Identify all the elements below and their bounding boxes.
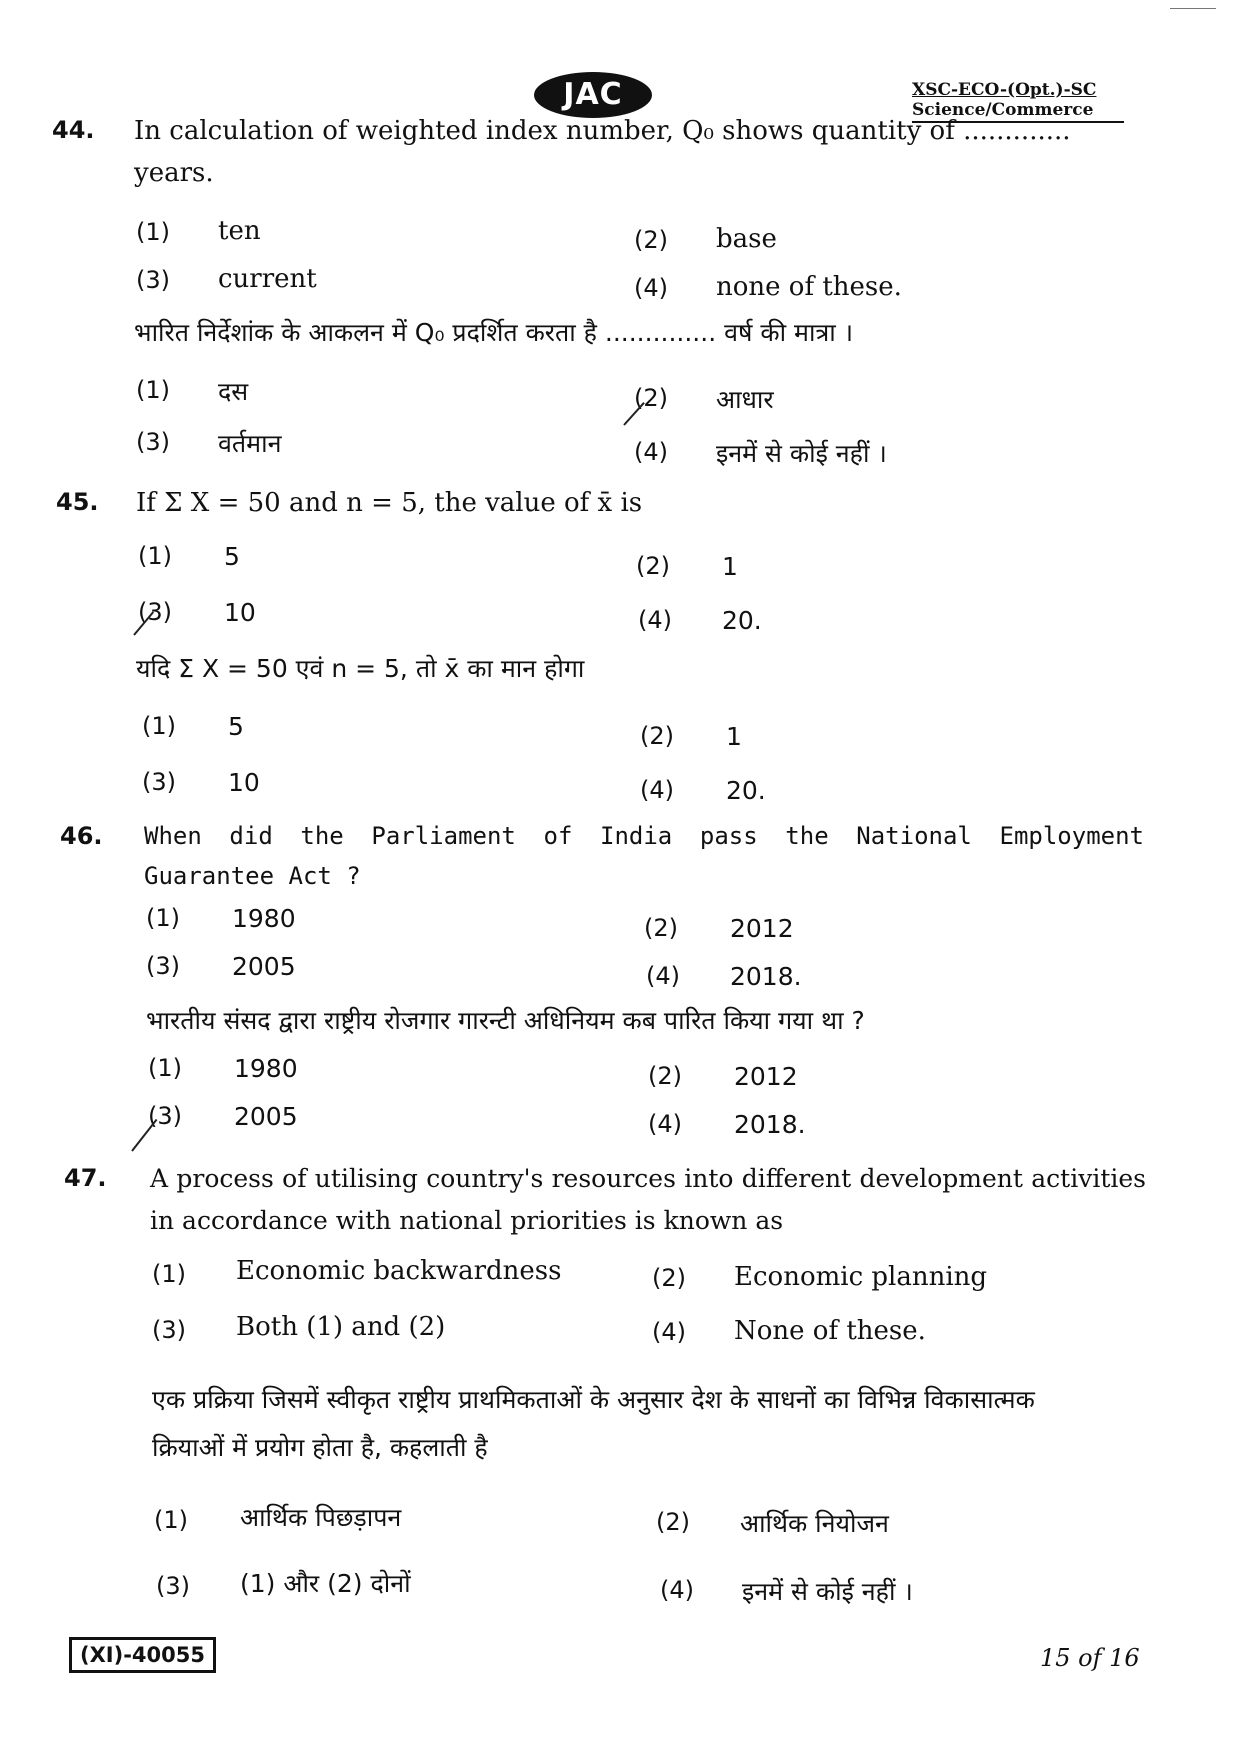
option-text: None of these.: [734, 1316, 926, 1346]
option-label: (1): [152, 1260, 186, 1288]
option-label: (3): [148, 1102, 182, 1130]
question-number: 47.: [64, 1164, 107, 1192]
option-text: दस: [218, 377, 249, 406]
option-label: (2): [640, 722, 674, 750]
option-label: (1): [136, 376, 170, 404]
option-label: (4): [652, 1318, 686, 1346]
option-text: 2012: [734, 1062, 798, 1091]
option-text: 10: [224, 598, 256, 627]
option-label: (4): [634, 438, 668, 466]
question-number: 45.: [56, 488, 99, 516]
paper-code: XSC-ECO-(Opt.)-SC: [912, 80, 1097, 100]
question-text-en: If Σ X = 50 and n = 5, the value of x̄ is: [136, 488, 643, 518]
option-text: 2018.: [734, 1110, 806, 1139]
option-label: (2): [644, 914, 678, 942]
option-label: (1): [138, 542, 172, 570]
question-text-en: A process of utilising country's resources into different development activities in accordance with national priorities is known as: [150, 1164, 1146, 1235]
option-label: (3): [152, 1316, 186, 1344]
question-text-hi: यदि Σ X = 50 एवं n = 5, तो x̄ का मान होगा: [136, 654, 585, 683]
question-text-hi: एक प्रक्रिया जिसमें स्वीकृत राष्ट्रीय प्राथमिकताओं के अनुसार देश के साधनों का विभिन्न विकासात्मक क्रियाओं में प्रयोग होता है, कहलाती है: [152, 1385, 1035, 1462]
option-text: base: [716, 224, 777, 254]
option-text: 2005: [232, 952, 296, 981]
option-label: (4): [660, 1576, 694, 1604]
option-label: (2): [656, 1508, 690, 1536]
option-text: 2005: [234, 1102, 298, 1131]
option-text: इनमें से कोई नहीं ।: [742, 1577, 913, 1606]
pen-tick-mark: [131, 1119, 157, 1152]
option-text: Economic planning: [734, 1262, 988, 1292]
option-label: (3): [156, 1572, 190, 1600]
option-text: 10: [228, 768, 260, 797]
option-text: 1980: [232, 904, 296, 933]
option-text: (1) और (2) दोनों: [240, 1569, 411, 1598]
option-label: (3): [142, 768, 176, 796]
option-label: (3): [136, 428, 170, 456]
stream-label: Science/Commerce: [912, 100, 1094, 120]
option-label: (2): [634, 384, 668, 412]
option-text: 20.: [722, 606, 762, 635]
option-text: आर्थिक पिछड़ापन: [240, 1503, 402, 1532]
option-text: 1980: [234, 1054, 298, 1083]
option-text: 2012: [730, 914, 794, 943]
option-text: none of these.: [716, 272, 902, 302]
option-label: (1): [154, 1506, 188, 1534]
question-text-en: In calculation of weighted index number, Q₀ shows quantity of ............. years.: [134, 116, 1071, 188]
option-label: (2): [648, 1062, 682, 1090]
question-text-en: When did the Parliament of India pass the National Employment Guarantee Act ?: [144, 822, 1144, 890]
option-label: (4): [640, 776, 674, 804]
option-text: 2018.: [730, 962, 802, 991]
option-label: (3): [138, 598, 172, 626]
option-label: (2): [636, 552, 670, 580]
option-text: Economic backwardness: [236, 1256, 562, 1286]
option-text: 20.: [726, 776, 766, 805]
option-text: 5: [224, 542, 240, 571]
option-text: आर्थिक नियोजन: [740, 1509, 889, 1538]
option-text: current: [218, 264, 317, 294]
booklet-code: (XI)-40055: [69, 1637, 216, 1673]
question-text-hi: भारित निर्देशांक के आकलन में Q₀ प्रदर्शित करता है .............. वर्ष की मात्रा ।: [134, 318, 854, 347]
option-label: (1): [146, 904, 180, 932]
option-text: इनमें से कोई नहीं ।: [716, 439, 887, 468]
option-label: (4): [634, 274, 668, 302]
option-label: (4): [646, 962, 680, 990]
option-label: (1): [136, 218, 170, 246]
option-label: (2): [634, 226, 668, 254]
option-text: 1: [726, 722, 742, 751]
option-label: (4): [648, 1110, 682, 1138]
option-text: Both (1) and (2): [236, 1312, 446, 1342]
option-text: ten: [218, 216, 261, 246]
option-text: वर्तमान: [218, 429, 282, 458]
scan-edge-line: [1170, 8, 1216, 9]
question-number: 44.: [52, 116, 95, 144]
option-text: 5: [228, 712, 244, 741]
option-label: (1): [142, 712, 176, 740]
option-text: आधार: [716, 385, 774, 414]
option-label: (2): [652, 1264, 686, 1292]
option-label: (3): [146, 952, 180, 980]
page-number: 15 of 16: [1040, 1644, 1140, 1672]
question-text-hi: भारतीय संसद द्वारा राष्ट्रीय रोजगार गारन्टी अधिनियम कब पारित किया गया था ?: [146, 1006, 865, 1035]
option-label: (4): [638, 606, 672, 634]
option-label: (3): [136, 266, 170, 294]
option-text: 1: [722, 552, 738, 581]
question-number: 46.: [60, 822, 103, 850]
option-label: (1): [148, 1054, 182, 1082]
jac-logo-badge: JAC: [534, 72, 652, 118]
